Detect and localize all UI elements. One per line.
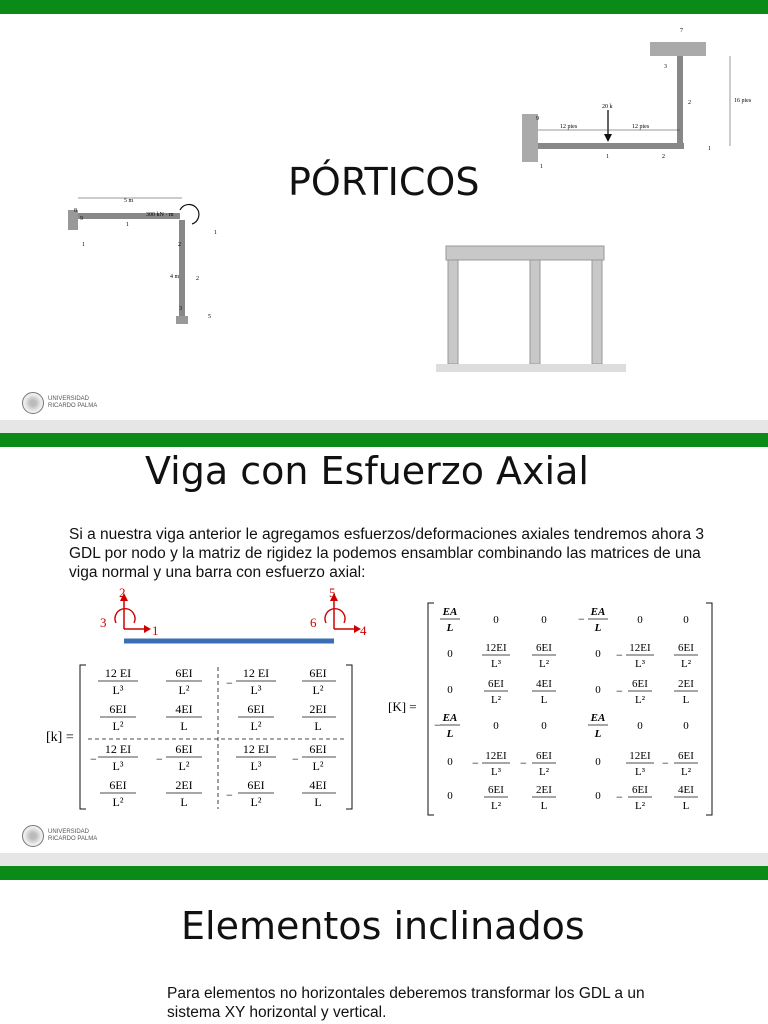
- svg-text:L: L: [180, 795, 188, 809]
- svg-text:−: −: [226, 676, 233, 690]
- svg-text:0: 0: [637, 720, 643, 732]
- svg-text:−: −: [662, 756, 669, 770]
- slide-paragraph: Si a nuestra viga anterior le agregamos esfuerzos/deformaciones axiales tendremos ahora 3 GDL por nodo y la matriz de rigidez la podemos ensamblar combinando las matrices de una viga normal y una barra con esfuerzo axial:: [69, 526, 704, 581]
- svg-text:6EI: 6EI: [488, 678, 504, 690]
- slide-viga-axial: [0, 433, 768, 853]
- svg-text:12 EI: 12 EI: [242, 742, 270, 756]
- svg-text:EA: EA: [442, 606, 458, 618]
- span-label: 5 m: [124, 198, 134, 204]
- span-label: 12 pies: [632, 124, 650, 130]
- slide-paragraph: Para elementos no horizontales deberemos transformar los GDL a un sistema XY horizontal y vertical.: [167, 985, 645, 1021]
- slide-elementos-inclinados: [0, 866, 768, 1024]
- svg-text:L³: L³: [112, 683, 124, 697]
- svg-text:L²: L²: [634, 800, 646, 812]
- slide-header-bar: [0, 433, 768, 447]
- university-logo: [22, 392, 97, 414]
- node-label: 1: [82, 242, 85, 248]
- svg-text:−: −: [472, 756, 479, 770]
- svg-text:L²: L²: [312, 683, 324, 697]
- dof-label: 9: [80, 216, 83, 222]
- svg-text:−: −: [434, 718, 441, 732]
- svg-text:4EI: 4EI: [175, 702, 193, 716]
- svg-text:6EI: 6EI: [309, 742, 327, 756]
- node-label: 1: [540, 164, 543, 170]
- svg-text:6EI: 6EI: [678, 750, 694, 762]
- svg-text:0: 0: [683, 614, 689, 626]
- svg-text:0: 0: [541, 614, 547, 626]
- svg-text:0: 0: [447, 648, 453, 660]
- svg-text:0: 0: [595, 648, 601, 660]
- logo-line: UNIVERSIDAD: [48, 829, 90, 835]
- svg-text:6EI: 6EI: [536, 642, 552, 654]
- svg-text:−: −: [578, 612, 585, 626]
- svg-text:L²: L²: [250, 795, 262, 809]
- svg-text:L²: L²: [538, 766, 550, 778]
- svg-text:6EI: 6EI: [247, 778, 265, 792]
- svg-text:−: −: [156, 752, 163, 766]
- svg-text:−: −: [616, 790, 623, 804]
- slide-title: Elementos inclinados: [181, 904, 585, 948]
- svg-text:0: 0: [683, 720, 689, 732]
- logo-line: RICARDO PALMA: [48, 403, 98, 409]
- svg-text:L: L: [314, 795, 322, 809]
- svg-text:L²: L²: [490, 694, 502, 706]
- svg-text:12 EI: 12 EI: [242, 666, 270, 680]
- svg-text:0: 0: [637, 614, 643, 626]
- dof-label: 4: [360, 623, 367, 638]
- slide-title: Viga con Esfuerzo Axial: [145, 449, 589, 493]
- dof-label: 9: [536, 116, 539, 122]
- svg-text:L: L: [682, 694, 690, 706]
- slide-porticos: [0, 0, 768, 420]
- svg-text:0: 0: [595, 684, 601, 696]
- svg-text:L: L: [314, 719, 322, 733]
- svg-text:0: 0: [493, 720, 499, 732]
- element-label: 2: [688, 100, 691, 106]
- svg-text:L³: L³: [634, 766, 646, 778]
- slide-header-bar: [0, 0, 768, 14]
- dof-label: 7: [680, 28, 683, 34]
- svg-text:2EI: 2EI: [175, 778, 193, 792]
- beam-dof-diagram: [94, 585, 374, 645]
- portal-frame-illustration: [432, 238, 632, 378]
- svg-text:L²: L²: [680, 658, 692, 670]
- svg-text:12EI: 12EI: [629, 642, 651, 654]
- svg-text:0: 0: [493, 614, 499, 626]
- svg-text:6EI: 6EI: [109, 778, 127, 792]
- node-label: 2: [178, 242, 181, 248]
- svg-text:L²: L²: [178, 759, 190, 773]
- dof-label: 5: [329, 585, 336, 600]
- slide-header-bar: [0, 866, 768, 880]
- svg-text:6EI: 6EI: [309, 666, 327, 680]
- svg-text:6EI: 6EI: [536, 750, 552, 762]
- node-label: 3: [179, 306, 182, 312]
- university-seal-icon: [22, 392, 44, 414]
- matrix-label: [k] =: [46, 730, 74, 745]
- slide-title: PÓRTICOS: [288, 160, 480, 204]
- svg-text:EA: EA: [442, 712, 458, 724]
- svg-text:6EI: 6EI: [109, 702, 127, 716]
- svg-text:12 EI: 12 EI: [104, 666, 132, 680]
- svg-text:−: −: [226, 788, 233, 802]
- svg-text:L²: L²: [490, 800, 502, 812]
- svg-text:L³: L³: [634, 658, 646, 670]
- svg-text:L²: L²: [312, 759, 324, 773]
- svg-text:4EI: 4EI: [678, 784, 694, 796]
- svg-text:6EI: 6EI: [247, 702, 265, 716]
- svg-text:L²: L²: [178, 683, 190, 697]
- svg-text:L³: L³: [490, 766, 502, 778]
- dof-label: 3: [100, 615, 107, 630]
- svg-text:4EI: 4EI: [309, 778, 327, 792]
- svg-text:L²: L²: [538, 658, 550, 670]
- svg-text:L: L: [446, 728, 454, 740]
- svg-text:L: L: [180, 719, 188, 733]
- svg-text:L²: L²: [112, 795, 124, 809]
- svg-text:6EI: 6EI: [678, 642, 694, 654]
- svg-text:−: −: [292, 752, 299, 766]
- university-logo: [22, 825, 97, 847]
- university-seal-icon: [22, 825, 44, 847]
- dof-label: 6: [310, 615, 317, 630]
- svg-text:12EI: 12EI: [629, 750, 651, 762]
- svg-text:L²: L²: [250, 719, 262, 733]
- svg-text:L: L: [540, 694, 548, 706]
- svg-text:6EI: 6EI: [488, 784, 504, 796]
- frame-stiffness-matrix: [388, 601, 728, 821]
- load-label: 20 k: [602, 104, 613, 110]
- svg-text:−: −: [90, 752, 97, 766]
- svg-text:0: 0: [447, 790, 453, 802]
- svg-text:L: L: [682, 800, 690, 812]
- svg-text:EA: EA: [590, 712, 606, 724]
- svg-text:L: L: [594, 622, 602, 634]
- svg-text:L²: L²: [634, 694, 646, 706]
- moment-label: 300 kN · m: [146, 212, 174, 218]
- svg-text:12 EI: 12 EI: [104, 742, 132, 756]
- frame-diagram-left: [62, 188, 222, 328]
- dof-label: 8: [74, 208, 77, 214]
- svg-text:L³: L³: [490, 658, 502, 670]
- svg-text:L²: L²: [680, 766, 692, 778]
- frame-diagram-right: [518, 22, 758, 177]
- height-label: 4 m: [170, 274, 180, 280]
- svg-text:L³: L³: [250, 683, 262, 697]
- svg-text:6EI: 6EI: [632, 678, 648, 690]
- element-label: 2: [196, 276, 199, 282]
- node-label: 2: [662, 154, 665, 160]
- svg-text:EA: EA: [590, 606, 606, 618]
- svg-text:L²: L²: [112, 719, 124, 733]
- height-label: 16 pies: [734, 98, 752, 104]
- svg-text:2EI: 2EI: [536, 784, 552, 796]
- element-label: 1: [126, 222, 129, 228]
- svg-text:0: 0: [595, 756, 601, 768]
- svg-text:−: −: [616, 648, 623, 662]
- matrix-label: [K] =: [388, 699, 417, 714]
- svg-text:−: −: [616, 684, 623, 698]
- logo-line: RICARDO PALMA: [48, 836, 98, 842]
- dof-label: 1: [214, 230, 217, 236]
- svg-text:2EI: 2EI: [309, 702, 327, 716]
- dof-label: 1: [708, 146, 711, 152]
- svg-text:2EI: 2EI: [678, 678, 694, 690]
- svg-text:0: 0: [541, 720, 547, 732]
- svg-text:L: L: [446, 622, 454, 634]
- logo-line: UNIVERSIDAD: [48, 396, 90, 402]
- beam-stiffness-matrix: [46, 663, 366, 813]
- svg-text:0: 0: [595, 790, 601, 802]
- svg-text:0: 0: [447, 756, 453, 768]
- svg-text:L³: L³: [112, 759, 124, 773]
- svg-text:4EI: 4EI: [536, 678, 552, 690]
- svg-text:−: −: [520, 756, 527, 770]
- node-label: 3: [664, 64, 667, 70]
- dof-label: 5: [208, 314, 211, 320]
- svg-text:6EI: 6EI: [175, 666, 193, 680]
- svg-text:12EI: 12EI: [485, 750, 507, 762]
- svg-text:L³: L³: [250, 759, 262, 773]
- span-label: 12 pies: [560, 124, 578, 130]
- svg-text:12EI: 12EI: [485, 642, 507, 654]
- dof-label: 2: [119, 585, 126, 600]
- svg-text:6EI: 6EI: [175, 742, 193, 756]
- element-label: 1: [606, 154, 609, 160]
- dof-label: 1: [152, 623, 159, 638]
- svg-text:L: L: [594, 728, 602, 740]
- svg-text:L: L: [540, 800, 548, 812]
- svg-text:6EI: 6EI: [632, 784, 648, 796]
- svg-text:0: 0: [447, 684, 453, 696]
